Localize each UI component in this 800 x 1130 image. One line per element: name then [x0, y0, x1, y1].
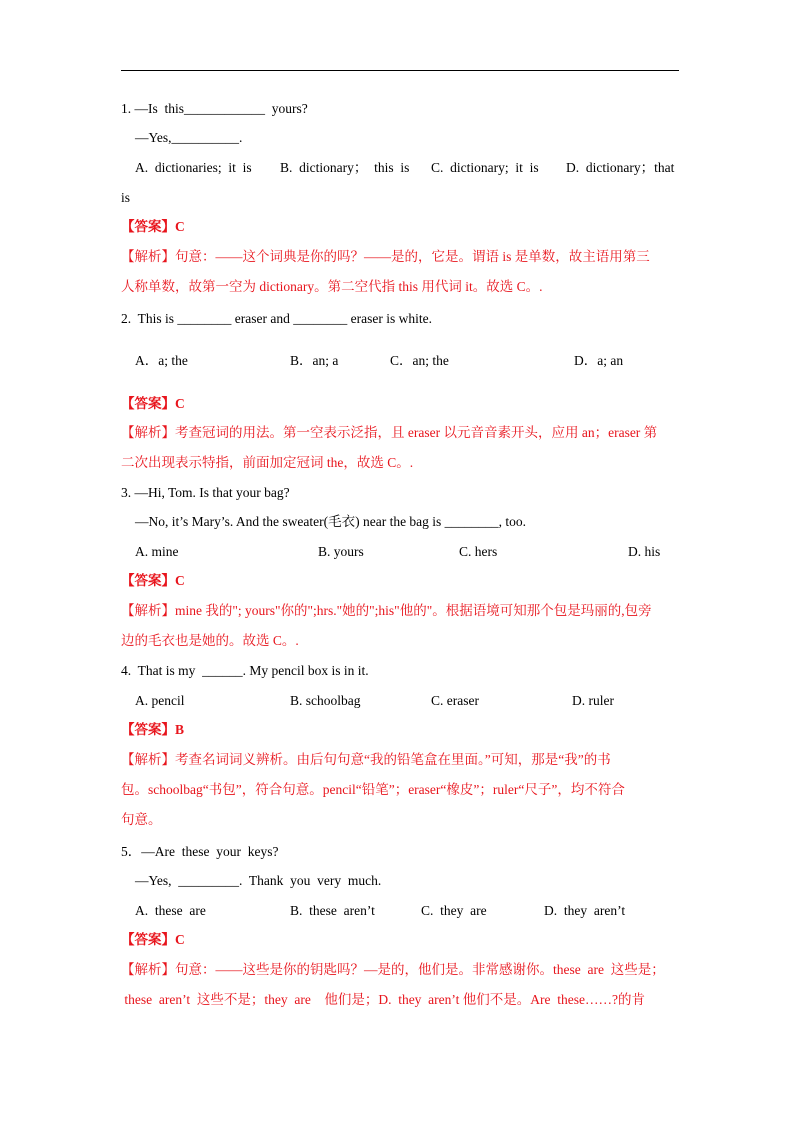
question-1-stem: 1. —Is this____________ yours?: [121, 101, 308, 116]
question-1-option-d: D. dictionary；that: [566, 160, 675, 175]
question-3-reply: —No, it’s Mary’s. And the sweater(毛衣) near the bag is ________, too.: [135, 514, 527, 529]
question-3-option-a: A. mine: [135, 544, 179, 559]
question-3-analysis-line-2: 边的毛衣也是她的。故选 C。.: [121, 633, 299, 648]
question-3-option-b: B. yours: [318, 544, 364, 559]
header-rule: [121, 70, 679, 71]
question-2-analysis-line-1: 【解析】考查冠词的用法。第一空表示泛指，且 eraser 以元音音素开头，应用 an；eraser 第: [121, 425, 658, 440]
question-5-analysis-line-1: 【解析】句意：——这些是你的钥匙吗？—是的，他们是。非常感谢你。these are 这些是；: [121, 962, 665, 977]
question-4-stem: 4. That is my ______. My pencil box is in it.: [121, 663, 369, 678]
question-1-reply: —Yes,__________.: [135, 130, 243, 145]
question-4-analysis-line-3: 句意。: [121, 812, 162, 827]
question-5-option-c: C. they are: [421, 903, 487, 918]
question-5-option-b: B. these aren’t: [290, 903, 375, 918]
question-2-option-a: A．a; the: [135, 353, 188, 368]
question-2-stem: 2. This is ________ eraser and ________ eraser is white.: [121, 311, 432, 326]
question-3-option-d: D. his: [628, 544, 661, 559]
question-2-answer: 【答案】C: [121, 396, 185, 411]
question-4-option-b: B. schoolbag: [290, 693, 361, 708]
question-4-analysis-line-2: 包。schoolbag“书包”，符合句意。pencil“铅笔”；eraser“橡皮”；ruler“尺子”，均不符合: [121, 782, 625, 797]
question-2-analysis-line-2: 二次出现表示特指，前面加定冠词 the，故选 C。.: [121, 455, 414, 470]
question-5-analysis-line-2: these aren’t 这些不是；they are 他们是；D. they aren’t 他们不是。Are these……?的肯: [121, 992, 646, 1007]
question-5-option-d: D. they aren’t: [544, 903, 626, 918]
question-4-analysis-line-1: 【解析】考查名词词义辨析。由后句句意“我的铅笔盒在里面。”可知，那是“我”的书: [121, 752, 611, 767]
question-3-answer: 【答案】C: [121, 573, 185, 588]
question-1-option-wrap: is: [121, 190, 131, 205]
question-3-stem: 3. —Hi, Tom. Is that your bag?: [121, 485, 290, 500]
question-5-reply: —Yes, _________. Thank you very much.: [135, 873, 382, 888]
question-4-option-d: D. ruler: [572, 693, 614, 708]
question-1-option-b: B. dictionary； this is: [280, 160, 410, 175]
question-5-stem: 5．—Are these your keys?: [121, 844, 279, 859]
question-1-analysis-line-1: 【解析】句意：——这个词典是你的吗？——是的，它是。谓语 is 是单数，故主语用第三: [121, 249, 650, 264]
question-3-analysis-line-1: 【解析】mine 我的"; yours"你的";hrs."她的";his"他的"。根据语境可知那个包是玛丽的,包旁: [121, 603, 652, 618]
question-2-option-b: B．an; a: [290, 353, 339, 368]
question-1-option-c: C. dictionary; it is: [431, 160, 539, 175]
question-3-option-c: C. hers: [459, 544, 498, 559]
question-1-option-a: A. dictionaries; it is: [135, 160, 252, 175]
question-4-option-c: C. eraser: [431, 693, 479, 708]
question-2-option-c: C．an; the: [390, 353, 449, 368]
question-1-answer: 【答案】C: [121, 219, 185, 234]
question-4-answer: 【答案】B: [121, 722, 185, 737]
question-2-option-d: D．a; an: [574, 353, 624, 368]
question-5-answer: 【答案】C: [121, 932, 185, 947]
question-1-analysis-line-2: 人称单数，故第一空为 dictionary。第二空代指 this 用代词 it。故选 C。.: [121, 279, 543, 294]
question-5-option-a: A. these are: [135, 903, 206, 918]
question-4-option-a: A. pencil: [135, 693, 185, 708]
